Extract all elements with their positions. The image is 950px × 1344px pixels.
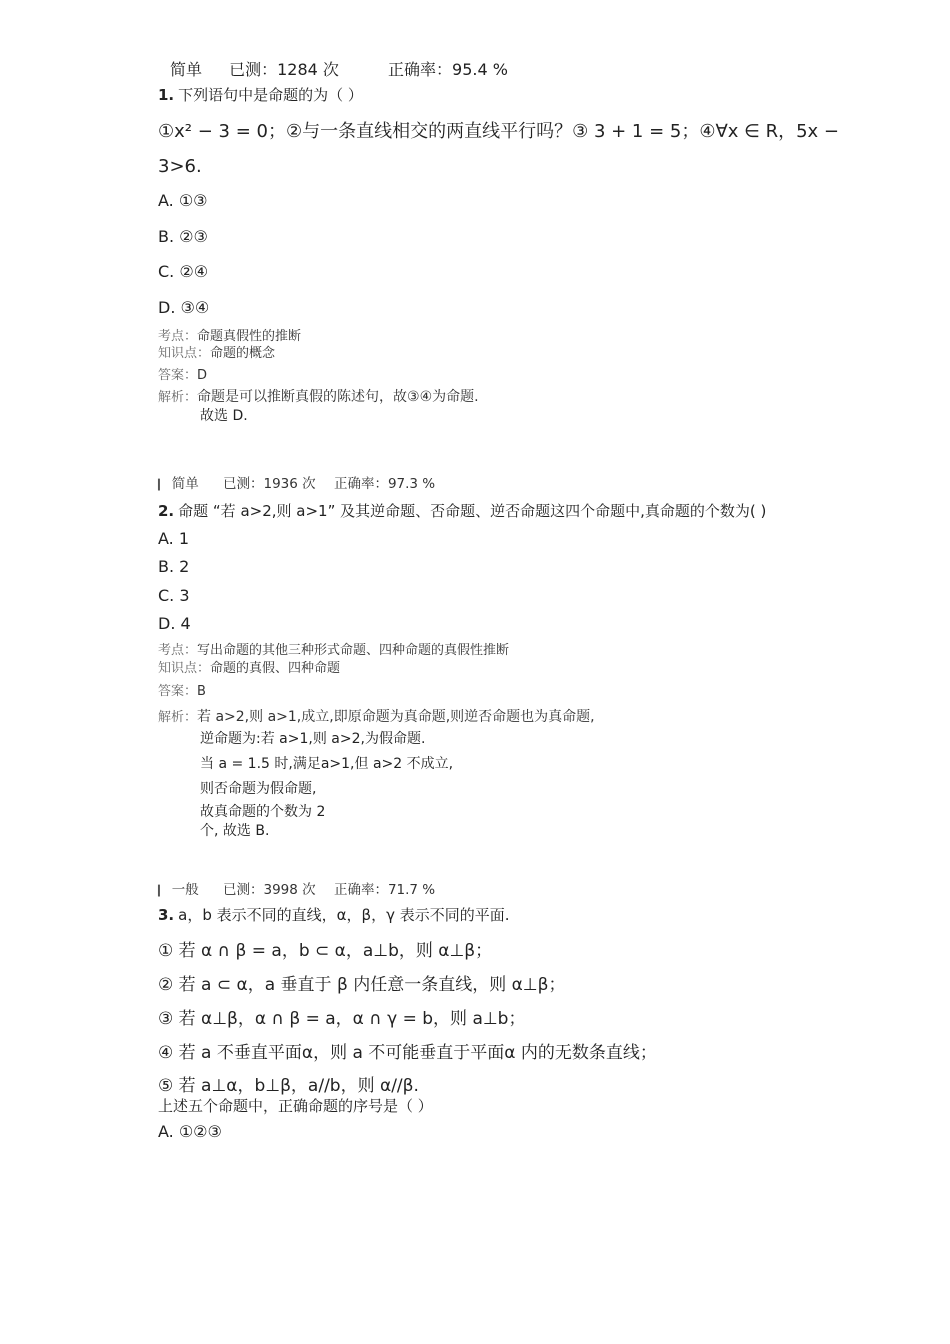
option-a[interactable]: A. 1 [158, 529, 190, 548]
option-a[interactable]: A. ①③ [158, 191, 208, 210]
question-3-tail: 上述五个命题中，正确命题的序号是（ ） [158, 1097, 433, 1115]
question-number: 2. [158, 502, 175, 520]
option-b[interactable]: B. ②③ [158, 227, 208, 246]
zhishi-value: 命题的概念 [210, 346, 276, 361]
proposition-item: ② 若 a ⊂ α，a 垂直于 β 内任意一条直线，则 α⊥β； [158, 975, 566, 995]
option-d[interactable]: D. ③④ [158, 298, 210, 317]
question-text: 下列语句中是命题的为（ ） [178, 86, 363, 104]
marker-icon: ▎ [158, 480, 166, 491]
question-1-meta [170, 57, 508, 80]
analysis-row [158, 386, 479, 406]
kaodian-label: 考点： [158, 643, 198, 658]
question-text: a，b 表示不同的直线，α，β，γ 表示不同的平面. [178, 906, 510, 924]
analysis-line: 命题是可以推断真假的陈述句，故③④为命题. [197, 389, 479, 405]
answer-label: 答案： [158, 684, 198, 699]
kaodian-value: 命题真假性的推断 [197, 329, 302, 344]
proposition-item: ④ 若 a 不垂直平面α，则 a 不可能垂直于平面α 内的无数条直线； [158, 1043, 657, 1063]
accuracy-rate: 正确率：97.3 % [333, 476, 436, 492]
accuracy-rate: 正确率：71.7 % [333, 882, 436, 898]
question-1-stem [158, 84, 363, 105]
analysis-line: 逆命题为:若 a>1,则 a>2,为假命题. [200, 731, 426, 747]
proposition-item: ⑤ 若 a⊥α，b⊥β，a//b，则 α//β. [158, 1076, 419, 1096]
question-2-meta [158, 472, 435, 492]
tested-count: 已测：1284 次 [229, 60, 339, 79]
difficulty-label: 一般 [171, 882, 199, 898]
tested-count: 已测：1936 次 [223, 476, 316, 492]
kaodian-label: 考点： [158, 329, 198, 344]
question-1-statement-line2: 3>6. [158, 156, 202, 177]
proposition-item: ③ 若 α⊥β，α ∩ β = a，α ∩ γ = b，则 a⊥b； [158, 1009, 526, 1029]
analysis-line: 则否命题为假命题, [200, 781, 317, 797]
accuracy-rate: 正确率：95.4 % [388, 60, 508, 79]
analysis-line: 个, 故选 B. [200, 823, 270, 839]
option-c[interactable]: C. ②④ [158, 262, 209, 281]
answer-value: D [197, 368, 208, 383]
question-text: 命题 “若 a>2,则 a>1” 及其逆命题、否命题、逆否命题这四个命题中,真命题的个数为( ) [178, 502, 767, 520]
answer-label: 答案： [158, 368, 198, 383]
zhishi-label: 知识点： [158, 661, 211, 676]
answer-row [158, 364, 207, 383]
question-3-meta [158, 878, 435, 898]
analysis-line: 故选 D. [200, 408, 248, 424]
question-number: 3. [158, 906, 175, 924]
analysis-line: 当 a = 1.5 时,满足a>1,但 a>2 不成立, [200, 756, 454, 772]
kaodian-row [158, 639, 509, 658]
analysis-row [158, 706, 595, 726]
option-b[interactable]: B. 2 [158, 557, 190, 576]
answer-value: B [197, 684, 206, 699]
analysis-line: 若 a>2,则 a>1,成立,即原命题为真命题,则逆否命题也为真命题, [197, 709, 595, 725]
tested-count: 已测：3998 次 [223, 882, 316, 898]
question-1-statement-line1: ①x² − 3 = 0；②与一条直线相交的两直线平行吗？③ 3 + 1 = 5；④∀x ∈ R，5x − [158, 121, 840, 142]
question-2-stem [158, 500, 766, 521]
difficulty-label: 简单 [171, 476, 199, 492]
option-a[interactable]: A. ①②③ [158, 1122, 222, 1141]
zhishi-value: 命题的真假、四种命题 [210, 661, 341, 676]
option-c[interactable]: C. 3 [158, 586, 190, 605]
analysis-label: 解析： [158, 710, 198, 725]
difficulty-label: 简单 [170, 60, 203, 79]
proposition-item: ① 若 α ∩ β = a，b ⊂ α，a⊥b，则 α⊥β； [158, 941, 493, 961]
zhishi-label: 知识点： [158, 346, 211, 361]
option-d[interactable]: D. 4 [158, 614, 191, 633]
kaodian-value: 写出命题的其他三种形式命题、四种命题的真假性推断 [197, 643, 510, 658]
analysis-line: 故真命题的个数为 2 [200, 804, 326, 820]
question-3-stem [158, 904, 510, 925]
zhishi-row [158, 342, 275, 361]
answer-row [158, 680, 206, 699]
zhishi-row [158, 657, 340, 676]
marker-icon: ▎ [158, 886, 166, 897]
question-number: 1. [158, 86, 175, 104]
analysis-label: 解析： [158, 390, 198, 405]
